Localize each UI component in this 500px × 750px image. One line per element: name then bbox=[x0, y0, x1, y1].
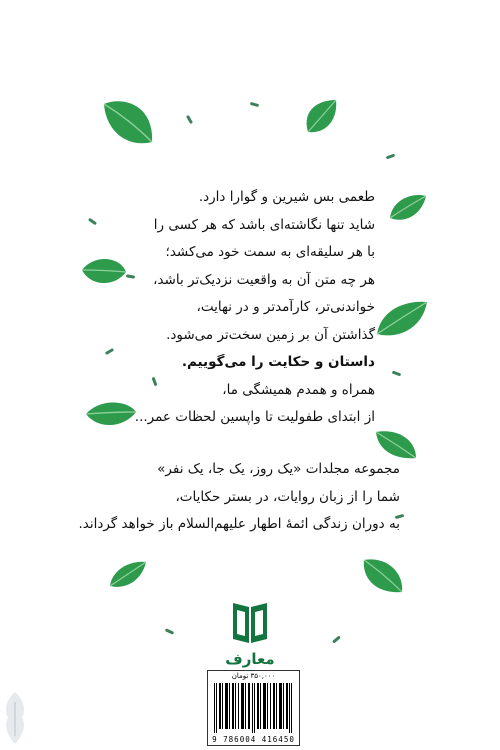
leaf-icon bbox=[84, 398, 138, 430]
blurb-line-bold: داستان و حکایت را می‌گوییم. bbox=[181, 354, 375, 370]
leaf-icon bbox=[80, 254, 128, 288]
blurb-paragraph-2 bbox=[78, 456, 400, 539]
publisher-logo-icon bbox=[232, 600, 268, 644]
leaf-icon bbox=[100, 98, 158, 150]
blurb-line: طعمی بس شیرین و گوارا دارد. bbox=[198, 189, 375, 205]
publisher-name: معارف bbox=[225, 650, 275, 668]
blurb-line: به دوران زندگی ائمهٔ اطهار علیهم‌السلام باز خواهد گرداند. bbox=[78, 516, 400, 532]
speck-decoration bbox=[186, 115, 193, 124]
speck-decoration bbox=[250, 102, 259, 107]
blurb-line: مجموعه مجلدات «یک روز، یک جا، یک نفر» bbox=[157, 461, 400, 477]
isbn-text: 9 786004 416450 bbox=[212, 735, 295, 744]
leaf-icon bbox=[388, 192, 428, 224]
barcode-label bbox=[207, 670, 300, 746]
leaf-icon bbox=[360, 556, 406, 596]
blurb-paragraph-1 bbox=[135, 184, 375, 432]
blurb-line: همراه و همدم همیشگی ما، bbox=[222, 381, 375, 398]
speck-decoration bbox=[88, 218, 97, 226]
leaf-icon bbox=[375, 298, 429, 340]
barcode-icon bbox=[213, 683, 293, 733]
speck-decoration bbox=[165, 628, 174, 635]
speck-decoration bbox=[392, 371, 401, 377]
blurb-line: گذاشتن آن بر زمین سخت‌تر می‌شود. bbox=[166, 326, 375, 343]
price-text: ۳۵۰,۰۰۰ تومان bbox=[231, 672, 276, 680]
blurb-line: از ابتدای طفولیت تا واپسین لحظات عمر... bbox=[134, 409, 375, 425]
blurb-line: شما را از زبان روایات، در بستر حکایات، bbox=[175, 488, 400, 505]
speck-decoration bbox=[332, 635, 341, 643]
blurb-line: با هر سلیقه‌ای به سمت خود می‌کشد؛ bbox=[165, 244, 375, 260]
blurb-line: خواندنی‌تر، کارآمدتر و در نهایت، bbox=[196, 299, 375, 315]
speck-decoration bbox=[105, 348, 114, 355]
seal-icon bbox=[0, 688, 30, 748]
blurb-line: شاید تنها نگاشته‌ای باشد که هر کسی را bbox=[153, 216, 375, 233]
blurb-line: هر چه متن آن به واقعیت نزدیک‌تر باشد، bbox=[153, 271, 375, 288]
speck-decoration bbox=[386, 154, 395, 160]
leaf-icon bbox=[108, 560, 148, 590]
leaf-icon bbox=[302, 98, 340, 136]
